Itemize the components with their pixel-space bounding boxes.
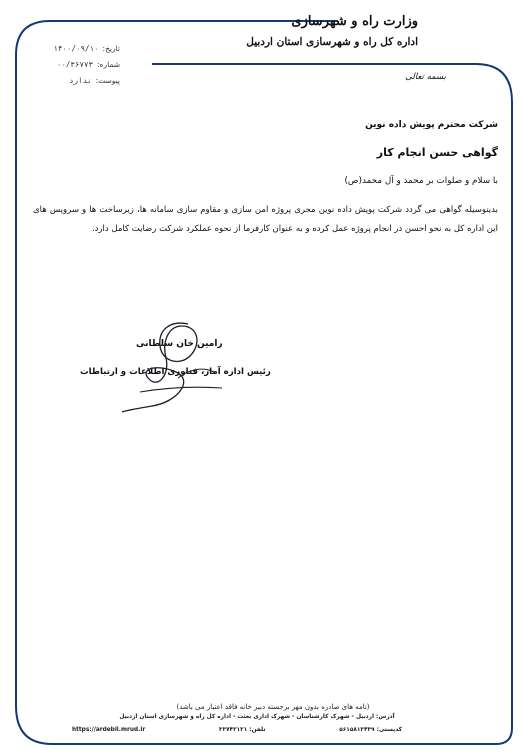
number-row: [40, 60, 120, 69]
number-label: شماره:: [97, 60, 120, 69]
number-value: ۰۰/۳۶۷۷۳: [56, 60, 94, 69]
date-value: ۱۴۰۰/۰۹/۱۰: [53, 44, 99, 53]
postal-label: کدپستی:: [376, 727, 402, 733]
greeting: با سلام و صلوات بر محمد و آل محمد(ص): [344, 176, 498, 186]
postal-code: [339, 727, 402, 733]
handwritten-signature: [118, 318, 228, 418]
validity-note: (نامه های صادره بدون مهر برجسته دبیر خانه فاقد اعتبار می باشد): [176, 703, 370, 711]
contact-line: [72, 727, 402, 733]
recipient: شرکت محترم پویش داده نوین: [365, 120, 498, 130]
letter-title: گواهی حسن انجام کار: [376, 146, 498, 159]
ministry-title: وزارت راه و شهرسازی: [291, 14, 418, 29]
date-row: [40, 44, 120, 53]
department-name: اداره کل راه و شهرسازی استان اردبیل: [246, 36, 418, 48]
postal-value: ۵۶۱۵۸۱۳۴۳۹: [339, 727, 375, 733]
attachment-row: [40, 76, 120, 85]
phone-text: تلفن: ۳۳۷۴۲۱۲۱: [218, 727, 266, 733]
address-line: آدرس: اردبیل - شهرک کارشناسان - شهرک اداری بعثت - اداره کل راه و شهرسازی استان اردبیل: [119, 714, 395, 720]
date-label: تاریخ:: [102, 44, 120, 53]
bismillah: بسمه تعالی: [405, 72, 446, 82]
letter-body: بدینوسیله گواهی می گردد شرکت پویش داده نوین مجری پروژه امن سازی و مقاوم سازی سامانه ها، زیرساخت ها و سرویس های این اداره کل به نحو احسن در انجام پروژه عمل کرده و به عنوان کارفرما از نحوه عملکرد شرکت رضایت کامل دارد.: [33, 205, 498, 234]
attachment-value: ندارد: [69, 76, 92, 85]
signer-title: رئیس اداره آمار، فناوری اطلاعات و ارتباطات: [80, 367, 271, 377]
signer-name: رامین خان سلطانی: [136, 339, 223, 349]
website-text: https://ardebil.mrud.ir: [72, 727, 146, 733]
attachment-label: پیوست:: [95, 76, 120, 85]
